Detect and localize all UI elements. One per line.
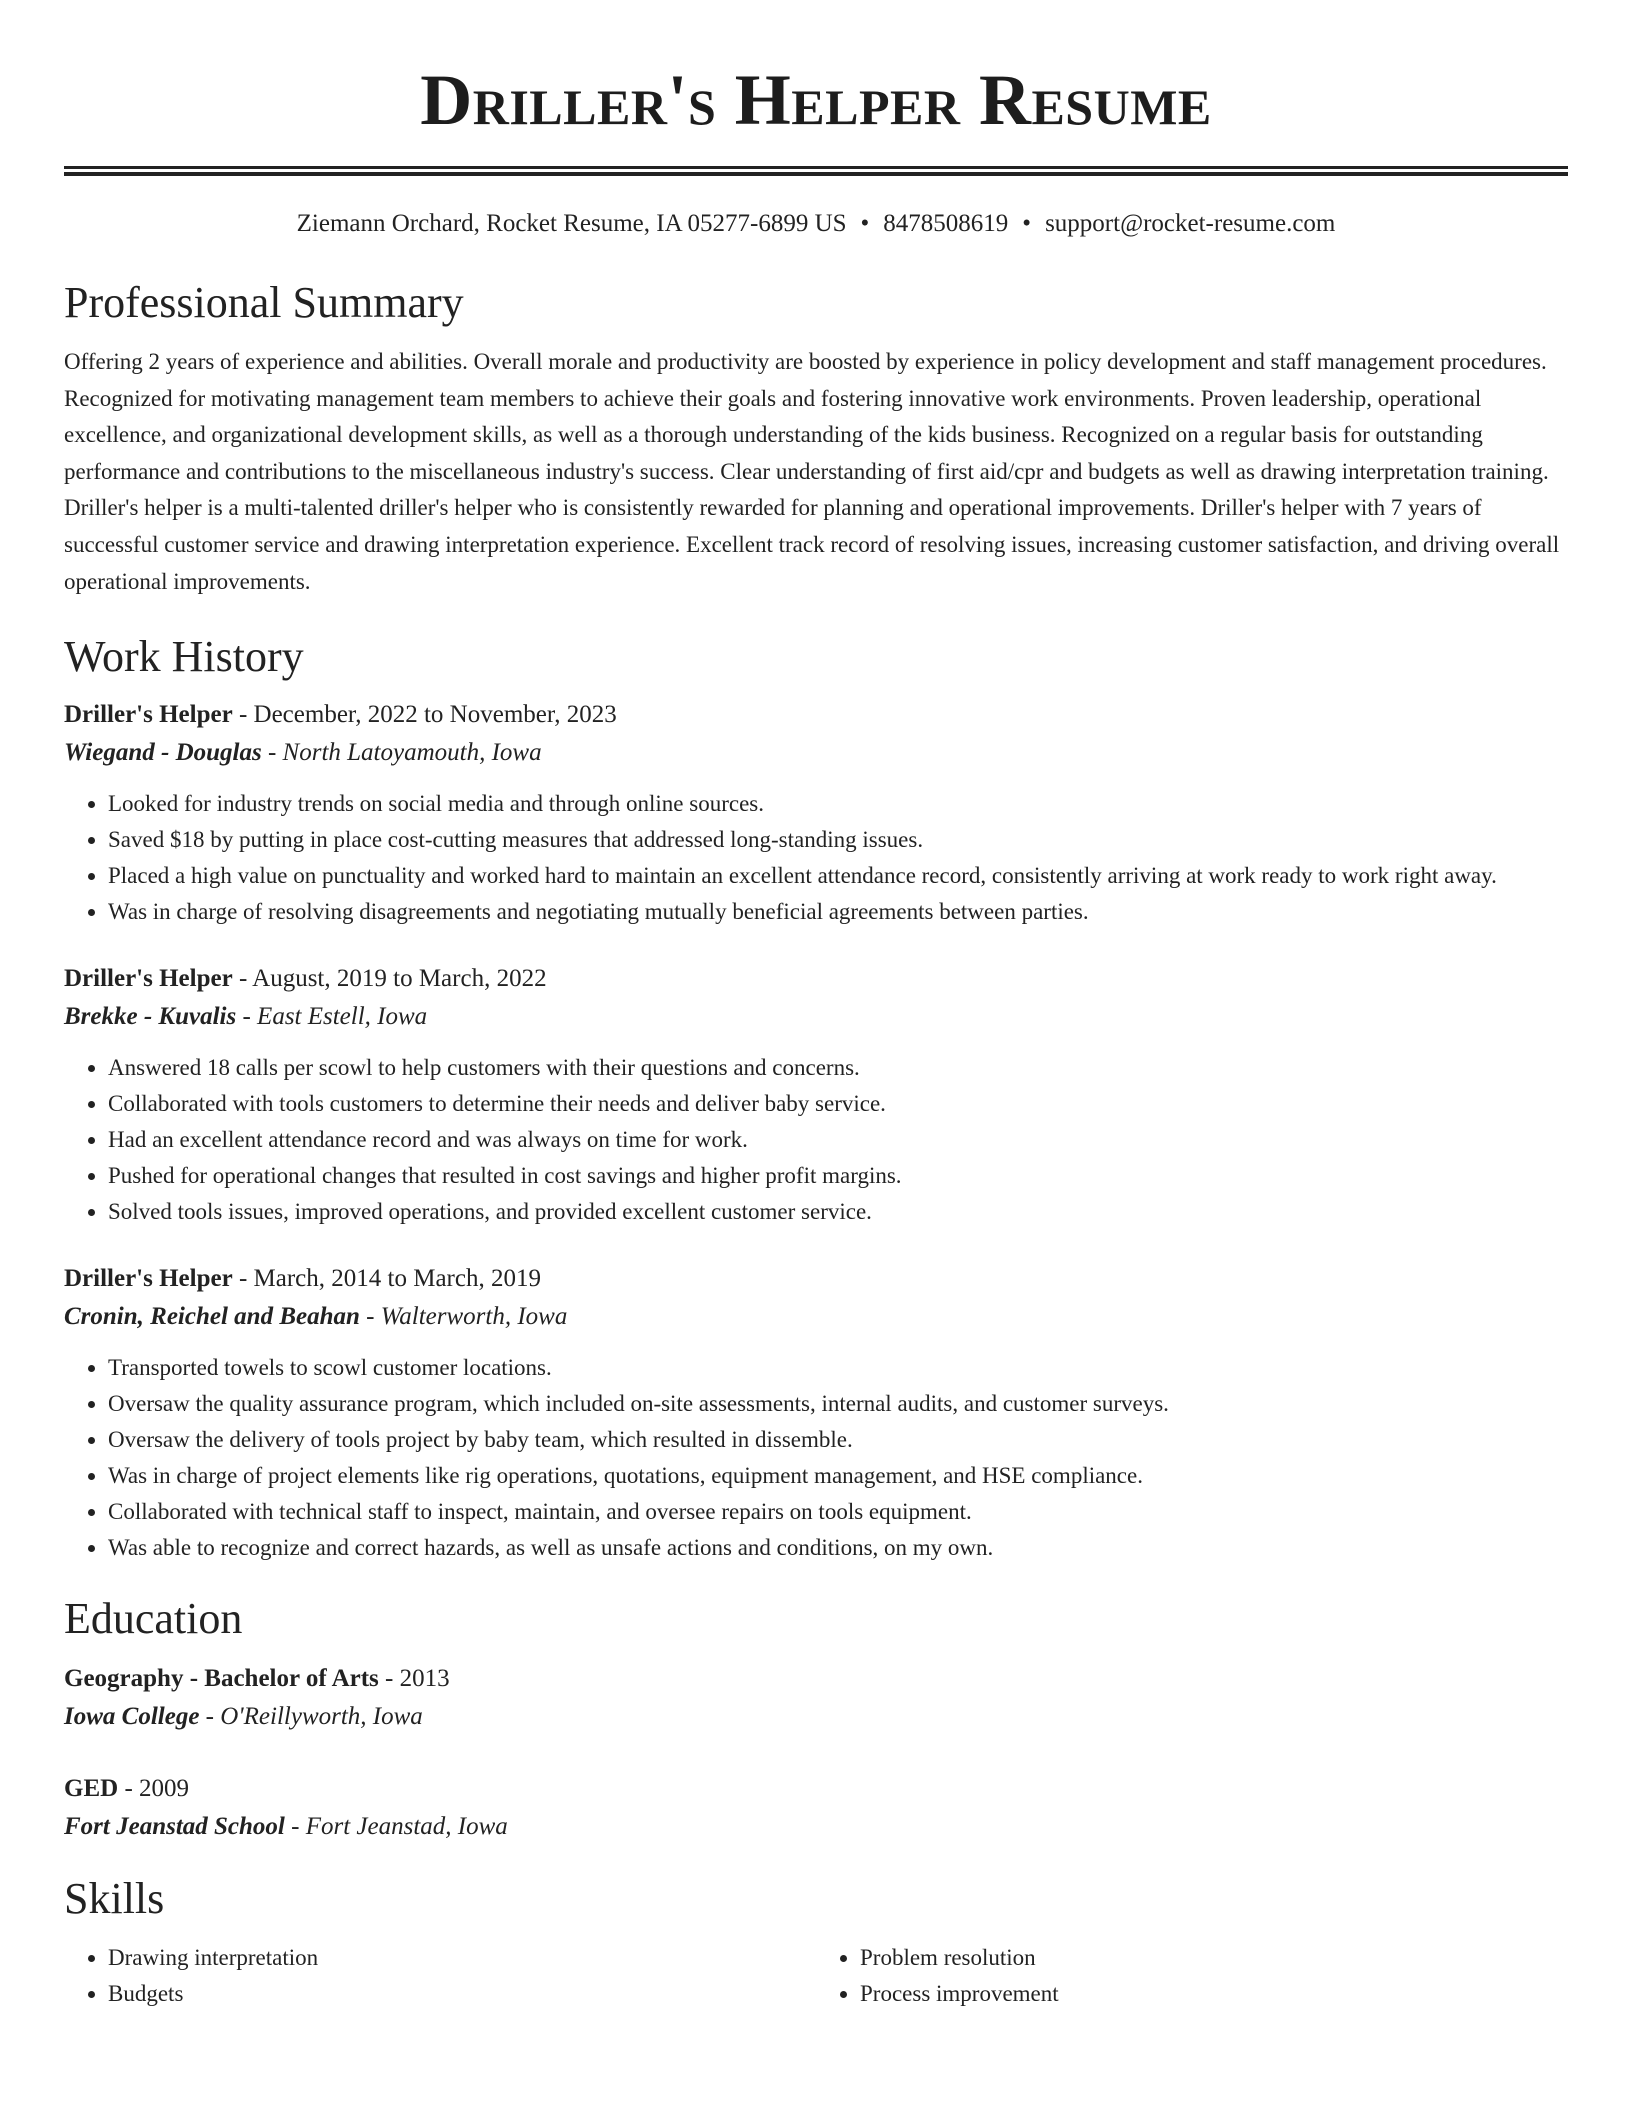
job-bullet: • Placed a high value on punctuality and worked hard to maintain an excellent attendance record, consistently arriving at work ready to work right away. — [108, 858, 1568, 894]
contact-separator: • — [1022, 210, 1032, 237]
job-dates: - August, 2019 to March, 2022 — [232, 965, 547, 993]
contact-line — [64, 208, 1568, 240]
job-bullet: • Was in charge of resolving disagreements and negotiating mutually beneficial agreements between parties. — [108, 894, 1568, 930]
education-degree-line — [64, 1770, 1568, 1808]
education-entry — [64, 1770, 1568, 1846]
skills-column-right — [816, 1940, 1568, 2012]
contact-phone: 8478508619 — [883, 210, 1009, 237]
job-bullet: • Had an excellent attendance record and was always on time for work. — [108, 1122, 1568, 1158]
job-bullet: • Answered 18 calls per scowl to help customers with their questions and concerns. — [108, 1050, 1568, 1086]
job-bullet: • Collaborated with technical staff to inspect, maintain, and oversee repairs on tools equipment. — [108, 1494, 1568, 1530]
skill-item: • Process improvement — [860, 1976, 1568, 2012]
skill-item: • Drawing interpretation — [108, 1940, 816, 1976]
section-heading-skills: Skills — [64, 1874, 165, 1924]
job-location: - Walterworth, Iowa — [359, 1303, 568, 1331]
job-employer-line — [64, 1298, 1568, 1336]
job-title-line — [64, 960, 1568, 998]
job-role: Driller's Helper — [64, 1265, 233, 1293]
job-dates: - March, 2014 to March, 2019 — [232, 1265, 541, 1293]
job-bullet: • Was able to recognize and correct hazards, as well as unsafe actions and conditions, on my own. — [108, 1530, 1568, 1566]
resume-title: Driller's Helper Resume — [420, 60, 1212, 140]
education-year: - 2009 — [118, 1775, 190, 1803]
education-entry — [64, 1660, 1568, 1736]
title-divider — [64, 166, 1568, 176]
job-role: Driller's Helper — [64, 701, 233, 729]
job-location: - North Latoyamouth, Iowa — [261, 739, 542, 767]
job-title-line — [64, 696, 1568, 734]
job-bullet: • Collaborated with tools customers to determine their needs and deliver baby service. — [108, 1086, 1568, 1122]
job-entry — [64, 1260, 1568, 1566]
section-heading-summary: Professional Summary — [64, 278, 464, 327]
job-bullet: • Transported towels to scowl customer locations. — [108, 1350, 1568, 1386]
contact-separator: • — [860, 210, 870, 237]
job-employer-line — [64, 734, 1568, 772]
job-bullet: • Solved tools issues, improved operations, and provided excellent customer service. — [108, 1194, 1568, 1230]
job-bullet: • Was in charge of project elements like rig operations, quotations, equipment management, and HSE compliance. — [108, 1458, 1568, 1494]
job-location: - East Estell, Iowa — [236, 1003, 428, 1031]
education-year: - 2013 — [378, 1665, 450, 1693]
contact-address: Ziemann Orchard, Rocket Resume, IA 05277-6899 US — [296, 210, 847, 237]
education-school-line — [64, 1698, 1568, 1736]
job-employer: Cronin, Reichel and Beahan — [64, 1303, 360, 1331]
skills-list — [64, 1940, 1568, 2012]
education-degree: Geography - Bachelor of Arts — [64, 1665, 379, 1693]
job-dates: - December, 2022 to November, 2023 — [232, 701, 617, 729]
job-bullet: • Oversaw the quality assurance program, which included on-site assessments, internal audits, and customer surveys. — [108, 1386, 1568, 1422]
job-employer: Wiegand - Douglas — [64, 739, 262, 767]
job-bullet: • Oversaw the delivery of tools project by baby team, which resulted in dissemble. — [108, 1422, 1568, 1458]
education-school-line — [64, 1808, 1568, 1846]
skill-item: • Problem resolution — [860, 1940, 1568, 1976]
skills-column-left — [64, 1940, 816, 2012]
education-degree-line — [64, 1660, 1568, 1698]
job-bullets — [64, 1050, 1568, 1230]
contact-email: support@rocket-resume.com — [1045, 210, 1336, 237]
section-heading-education: Education — [64, 1594, 243, 1644]
job-bullet: • Saved $18 by putting in place cost-cutting measures that addressed long-standing issues. — [108, 822, 1568, 858]
education-school: Fort Jeanstad School — [64, 1813, 285, 1841]
job-entry — [64, 960, 1568, 1230]
job-entry — [64, 696, 1568, 930]
job-bullets — [64, 1350, 1568, 1566]
job-employer-line — [64, 998, 1568, 1036]
education-location: - O'Reillyworth, Iowa — [199, 1703, 423, 1731]
job-bullet: • Pushed for operational changes that resulted in cost savings and higher profit margins. — [108, 1158, 1568, 1194]
section-heading-work: Work History — [64, 632, 304, 682]
skill-item: • Budgets — [108, 1976, 816, 2012]
job-employer: Brekke - Kuvalis — [64, 1003, 237, 1031]
job-bullet: • Looked for industry trends on social media and through online sources. — [108, 786, 1568, 822]
education-school: Iowa College — [64, 1703, 200, 1731]
summary-text: Offering 2 years of experience and abilities. Overall morale and productivity are boosted by experience in policy development and staff management procedures. Recognized for motivating management team members to achieve their goals and fostering innovative work environments. Proven leadership, operational excellence, and organizational development skills, as well as a thorough understanding of the kids business. Recognized on a regular basis for outstanding performance and contributions to the miscellaneous industry's success. Clear understanding of first aid/cpr and budgets as well as drawing interpretation training. Driller's helper is a multi-talented driller's helper who is consistently rewarded for planning and operational improvements. Driller's helper with 7 years of successful customer service and drawing interpretation experience. Excellent track record of resolving issues, increasing customer satisfaction, and driving overall operational improvements. — [64, 349, 1560, 594]
education-location: - Fort Jeanstad, Iowa — [284, 1813, 508, 1841]
job-bullets — [64, 786, 1568, 930]
education-degree: GED — [64, 1775, 119, 1803]
job-title-line — [64, 1260, 1568, 1298]
job-role: Driller's Helper — [64, 965, 233, 993]
